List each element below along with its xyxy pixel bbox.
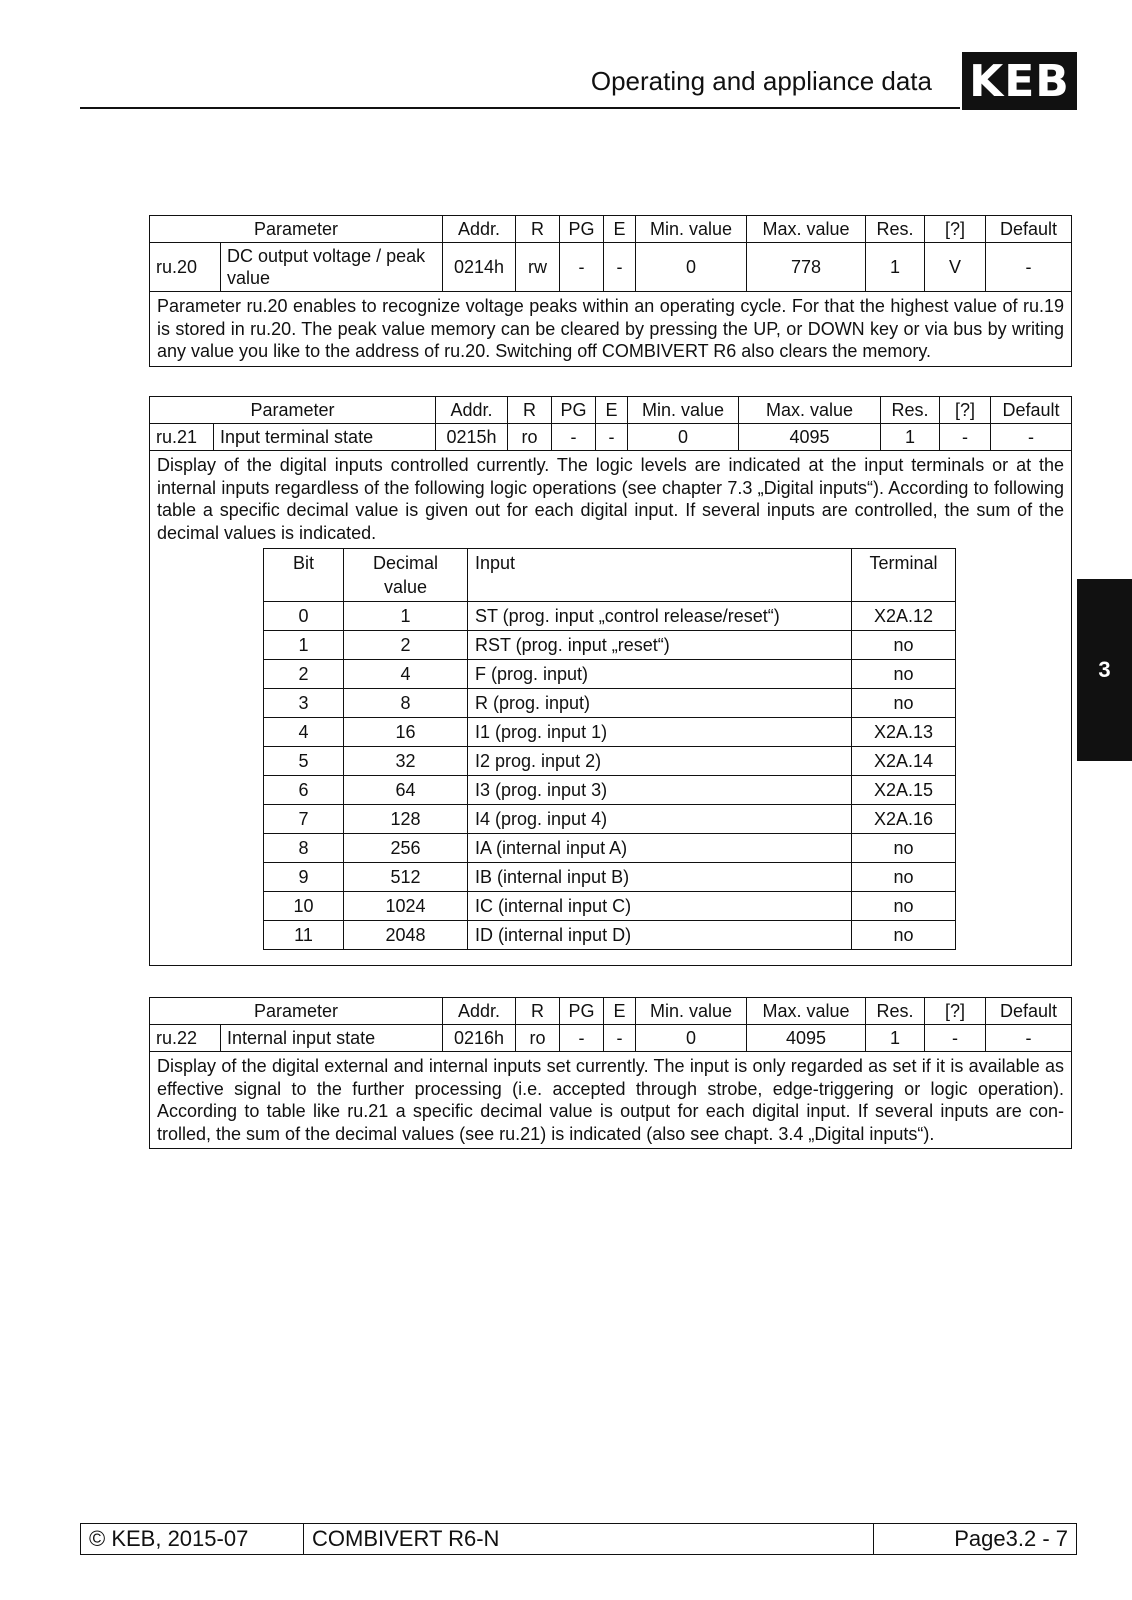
col-min: Min. value [636,216,747,243]
param-unit: V [925,243,986,292]
bit-input-name: I1 (prog. input 1) [468,718,852,747]
bit-number: 3 [264,689,344,718]
param-description: Parameter ru.20 enables to recognize voltage peaks within an operating cycle. For that the highest value of ru.19 is stored in ru.20. The peak value memory can be cleared by pressing the UP, or DOWN key or via bus by writing any value you like to the address of ru.20. Switching off COMBIVERT R6 also clears the memory. [150,292,1072,367]
bit-decimal-value: 256 [344,834,468,863]
param-r: ro [508,424,552,451]
param-id: ru.20 [150,243,221,292]
bit-terminal: no [852,660,956,689]
param-pg: - [560,1025,604,1052]
footer-copyright: © KEB, 2015-07 [81,1524,304,1554]
bit-decimal-value: 2 [344,631,468,660]
param-id: ru.22 [150,1025,221,1052]
param-header-row [150,998,1072,1025]
bit-number: 1 [264,631,344,660]
param-res: 1 [881,424,940,451]
param-description: Display of the digital inputs controlled currently. The logic levels are indicated at the input terminals or at the internal inputs regardless of the following logic operations (see chapter 7.3 „Digital inputs“). According to following table a specific decimal value is given out for each digital input. If several inputs are controlled, the sum of the decimal values is indicated. [157,455,1065,543]
bit-col-terminal: Terminal [852,549,956,602]
bit-number: 11 [264,921,344,950]
bit-terminal: no [852,863,956,892]
param-name: DC output voltage / peak value [221,243,443,292]
bit-input-name: RST (prog. input „reset“) [468,631,852,660]
param-default: - [986,1025,1072,1052]
param-addr: 0215h [436,424,508,451]
param-r: rw [516,243,560,292]
param-r: ro [516,1025,560,1052]
bit-input-name: I2 prog. input 2) [468,747,852,776]
bit-decimal-value: 8 [344,689,468,718]
col-addr: Addr. [436,397,508,424]
bit-table-row [264,892,956,921]
param-id: ru.21 [150,424,214,451]
bit-terminal: no [852,834,956,863]
bit-table-row [264,631,956,660]
chapter-number: 3 [1098,657,1111,682]
param-description: Display of the digital external and internal inputs set currently. The input is only regarded as set if it is available as effective signal to the further processing (i.e. accepted through strobe, edge-triggering or logic operation). According to table like ru.21 a specific decimal value is output for each digital input. If several inputs are con-trolled, the sum of the decimal values (see ru.21) is indicated (also see chapt. 3.4 „Digital inputs“). [150,1052,1072,1149]
col-pg: PG [560,998,604,1025]
bit-decimal-value: 16 [344,718,468,747]
param-addr: 0216h [443,1025,516,1052]
col-max: Max. value [747,998,866,1025]
col-res: Res. [866,998,925,1025]
bit-input-name: I4 (prog. input 4) [468,805,852,834]
col-parameter: Parameter [150,397,436,424]
page-footer [80,1523,1077,1555]
col-min: Min. value [628,397,739,424]
bit-table-row [264,863,956,892]
col-e: E [596,397,628,424]
bit-number: 4 [264,718,344,747]
col-default: Default [986,216,1072,243]
bit-col-decimal: Decimal value [344,549,468,602]
header-divider [80,107,960,109]
bit-input-name: I3 (prog. input 3) [468,776,852,805]
param-e: - [604,1025,636,1052]
param-unit: - [940,424,991,451]
bit-number: 0 [264,602,344,631]
bit-input-name: ST (prog. input „control release/reset“) [468,602,852,631]
bit-terminal: X2A.16 [852,805,956,834]
col-addr: Addr. [443,998,516,1025]
param-default: - [991,424,1072,451]
param-unit: - [925,1025,986,1052]
bit-decimal-value: 1024 [344,892,468,921]
col-res: Res. [881,397,940,424]
col-res: Res. [866,216,925,243]
bit-input-name: IC (internal input C) [468,892,852,921]
param-block-ru20 [149,215,1071,367]
col-pg: PG [560,216,604,243]
bit-col-input: Input [468,549,852,602]
bit-number: 2 [264,660,344,689]
page-title: Operating and appliance data [590,66,932,96]
param-description-row [150,1052,1072,1149]
bit-number: 8 [264,834,344,863]
bit-terminal: X2A.13 [852,718,956,747]
param-default: - [986,243,1072,292]
col-default: Default [991,397,1072,424]
chapter-tab [1077,579,1132,761]
bit-decimal-value: 1 [344,602,468,631]
param-header-row [150,397,1072,424]
col-unit: [?] [925,998,986,1025]
bit-table-row [264,689,956,718]
bit-table-row [264,921,956,950]
col-parameter: Parameter [150,998,443,1025]
param-description-cell [150,451,1072,966]
bit-table-row [264,602,956,631]
bit-table-row [264,660,956,689]
col-default: Default [986,998,1072,1025]
bit-number: 7 [264,805,344,834]
param-description-row [150,451,1072,966]
bit-terminal: no [852,631,956,660]
param-block-ru21 [149,396,1071,966]
bit-table-header [264,549,956,602]
bit-input-name: IB (internal input B) [468,863,852,892]
param-value-row [150,424,1072,451]
param-name: Internal input state [221,1025,443,1052]
bit-input-name: ID (internal input D) [468,921,852,950]
param-name: Input terminal state [214,424,436,451]
param-pg: - [552,424,596,451]
bit-table [263,548,956,950]
bit-table-row [264,834,956,863]
param-addr: 0214h [443,243,516,292]
bit-terminal: no [852,689,956,718]
param-table-ru21 [149,396,1072,966]
bit-terminal: no [852,892,956,921]
bit-table-row [264,805,956,834]
bit-table-body [264,602,956,950]
param-min: 0 [636,243,747,292]
param-value-row [150,1025,1072,1052]
param-value-row [150,243,1072,292]
page-header [80,0,1077,110]
col-e: E [604,998,636,1025]
param-e: - [596,424,628,451]
param-header-row [150,216,1072,243]
col-r: R [516,998,560,1025]
bit-terminal: X2A.14 [852,747,956,776]
param-table-ru22 [149,997,1072,1149]
bit-decimal-value: 64 [344,776,468,805]
param-min: 0 [628,424,739,451]
footer-page-number: Page3.2 - 7 [954,1526,1068,1551]
col-parameter: Parameter [150,216,443,243]
col-r: R [508,397,552,424]
footer-product: COMBIVERT R6-N [304,1524,874,1554]
bit-table-row [264,747,956,776]
bit-table-row [264,776,956,805]
col-unit: [?] [925,216,986,243]
param-block-ru22 [149,997,1071,1149]
bit-decimal-value: 512 [344,863,468,892]
col-pg: PG [552,397,596,424]
col-min: Min. value [636,998,747,1025]
bit-number: 6 [264,776,344,805]
param-min: 0 [636,1025,747,1052]
col-r: R [516,216,560,243]
param-max: 4095 [739,424,881,451]
col-max: Max. value [747,216,866,243]
bit-decimal-value: 4 [344,660,468,689]
bit-decimal-value: 32 [344,747,468,776]
param-e: - [604,243,636,292]
bit-number: 10 [264,892,344,921]
bit-decimal-value: 128 [344,805,468,834]
bit-terminal: X2A.12 [852,602,956,631]
bit-input-name: F (prog. input) [468,660,852,689]
param-pg: - [560,243,604,292]
col-unit: [?] [940,397,991,424]
bit-col-bit: Bit [264,549,344,602]
param-res: 1 [866,243,925,292]
bit-number: 5 [264,747,344,776]
bit-input-name: IA (internal input A) [468,834,852,863]
param-table-ru20 [149,215,1072,367]
bit-input-name: R (prog. input) [468,689,852,718]
param-res: 1 [866,1025,925,1052]
col-e: E [604,216,636,243]
param-description-row [150,292,1072,367]
param-max: 778 [747,243,866,292]
bit-table-row [264,718,956,747]
col-addr: Addr. [443,216,516,243]
bit-decimal-value: 2048 [344,921,468,950]
col-max: Max. value [739,397,881,424]
bit-number: 9 [264,863,344,892]
keb-logo: KEB [962,52,1077,110]
param-max: 4095 [747,1025,866,1052]
bit-terminal: no [852,921,956,950]
bit-terminal: X2A.15 [852,776,956,805]
